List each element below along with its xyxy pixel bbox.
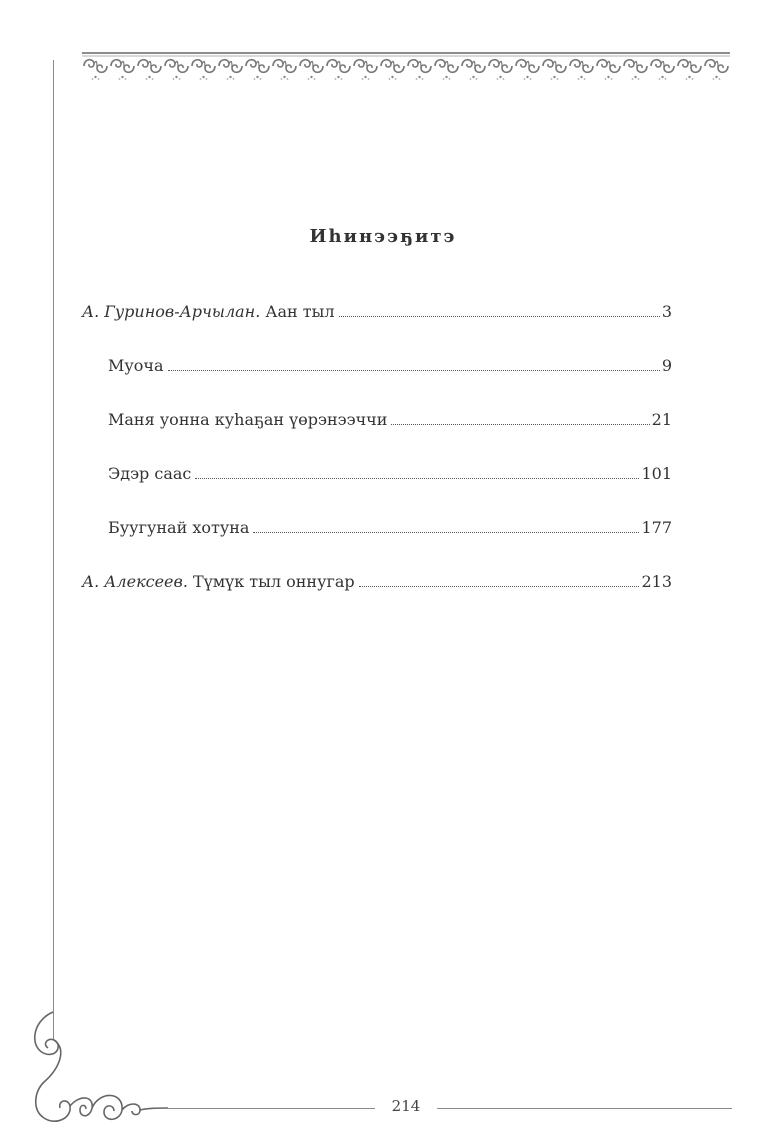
page-number: 214: [391, 1097, 421, 1115]
table-of-contents: [82, 302, 672, 626]
toc-page-number: 21: [651, 410, 672, 429]
swirl-ornament-icon: [28, 1010, 193, 1128]
toc-title: Буугунай хотуна: [108, 518, 250, 537]
toc-entry: [82, 464, 672, 518]
dot-leader: [168, 370, 660, 371]
toc-entry: [82, 518, 672, 572]
footer-rule-right: [437, 1108, 732, 1109]
toc-entry: [82, 302, 672, 356]
toc-author: А. Алексеев.: [82, 572, 188, 591]
ornament-border-icon: [82, 50, 730, 82]
toc-entry: [82, 410, 672, 464]
dot-leader: [253, 532, 639, 533]
left-margin-rule: [53, 60, 54, 1040]
toc-page-number: 177: [641, 518, 672, 537]
toc-title: Эдэр саас: [108, 464, 192, 483]
page-title: Иһинээҕитэ: [309, 226, 457, 247]
toc-entry: [82, 572, 672, 626]
toc-page-number: 101: [641, 464, 672, 483]
toc-title: Аан тыл: [265, 302, 335, 321]
dot-leader: [359, 586, 640, 587]
toc-author: А. Гуринов-Арчылан.: [82, 302, 261, 321]
footer-rule-left: [168, 1108, 375, 1109]
dot-leader: [339, 316, 660, 317]
toc-entry: [82, 356, 672, 410]
toc-title: Түмүк тыл оннугар: [193, 572, 355, 591]
toc-title: Маня уонна куһаҕан үөрэнээччи: [108, 410, 388, 429]
toc-title: Муоча: [108, 356, 164, 375]
dot-leader: [391, 424, 649, 425]
toc-page-number: 213: [641, 572, 672, 591]
toc-page-number: 3: [661, 302, 672, 321]
dot-leader: [195, 478, 639, 479]
toc-page-number: 9: [661, 356, 672, 375]
